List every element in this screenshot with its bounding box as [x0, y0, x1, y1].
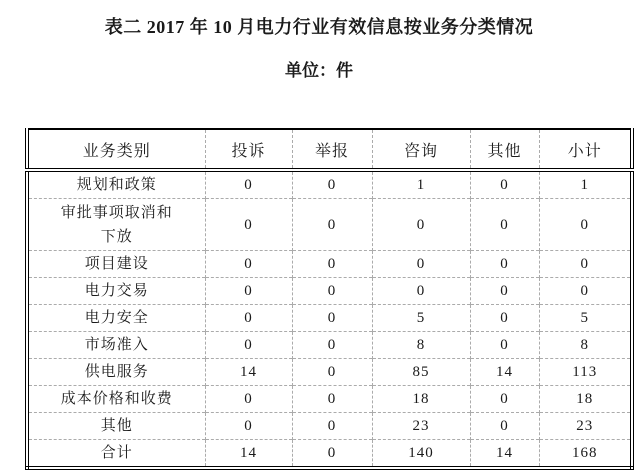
- column-header-consultations: 咨询: [372, 129, 470, 170]
- category-cell: 项目建设: [27, 251, 205, 278]
- value-cell: 168: [539, 440, 632, 469]
- value-cell: 0: [205, 170, 292, 199]
- value-cell: 18: [539, 386, 632, 413]
- column-header-complaints: 投诉: [205, 129, 292, 170]
- value-cell: 0: [470, 332, 539, 359]
- value-cell: 14: [205, 359, 292, 386]
- column-header-subtotal: 小计: [539, 129, 632, 170]
- table-row: [27, 359, 632, 386]
- value-cell: 0: [470, 386, 539, 413]
- table-row: [27, 413, 632, 440]
- column-header-other: 其他: [470, 129, 539, 170]
- category-cell: 电力安全: [27, 305, 205, 332]
- value-cell: 0: [205, 199, 292, 251]
- value-cell: 0: [372, 251, 470, 278]
- value-cell: 113: [539, 359, 632, 386]
- value-cell: 0: [292, 386, 372, 413]
- value-cell: 8: [539, 332, 632, 359]
- category-cell: 规划和政策: [76, 177, 157, 193]
- value-cell: 0: [292, 413, 372, 440]
- value-cell: 5: [539, 305, 632, 332]
- table-row: [27, 305, 632, 332]
- table-row: [27, 251, 632, 278]
- value-cell: 0: [470, 305, 539, 332]
- value-cell: 0: [470, 278, 539, 305]
- value-cell: 0: [205, 413, 292, 440]
- category-cell: 电力交易: [27, 278, 205, 305]
- value-cell: 14: [470, 440, 539, 469]
- value-cell: 0: [292, 305, 372, 332]
- value-cell: 0: [205, 332, 292, 359]
- value-cell: 0: [372, 278, 470, 305]
- value-cell: 0: [292, 359, 372, 386]
- value-cell: 0: [205, 278, 292, 305]
- value-cell: 1: [372, 170, 470, 199]
- value-cell: 1: [539, 170, 632, 199]
- value-cell: 0: [292, 170, 372, 199]
- table-row: [27, 199, 632, 251]
- category-cell: 成本价格和收费: [27, 386, 205, 413]
- value-cell: 85: [372, 359, 470, 386]
- value-cell: 0: [292, 440, 372, 469]
- value-cell: 0: [539, 251, 632, 278]
- value-cell: 14: [205, 440, 292, 469]
- category-cell: 供电服务: [27, 359, 205, 386]
- value-cell: 0: [292, 251, 372, 278]
- column-header-category: 业务类别: [27, 129, 205, 170]
- table-row: [27, 170, 632, 199]
- value-cell: 0: [205, 305, 292, 332]
- value-cell: 0: [539, 278, 632, 305]
- value-cell: 14: [470, 359, 539, 386]
- category-cell: 其他: [27, 413, 205, 440]
- value-cell: 18: [372, 386, 470, 413]
- value-cell: 0: [372, 199, 470, 251]
- category-cell: 审批事项取消和下放: [27, 199, 205, 251]
- category-cell: 合计: [27, 440, 205, 469]
- table-row: [27, 278, 632, 305]
- value-cell: 0: [205, 386, 292, 413]
- table-row: [27, 386, 632, 413]
- value-cell: 0: [470, 413, 539, 440]
- value-cell: 5: [372, 305, 470, 332]
- value-cell: 0: [470, 199, 539, 251]
- table-container: [25, 128, 630, 470]
- business-category-table: [25, 128, 634, 470]
- header-row: [27, 129, 632, 170]
- value-cell: 0: [292, 332, 372, 359]
- value-cell: 8: [372, 332, 470, 359]
- value-cell: 0: [470, 170, 539, 199]
- page-title: 表二 2017 年 10 月电力行业有效信息按业务分类情况: [104, 17, 534, 37]
- category-cell: 市场准入: [27, 332, 205, 359]
- value-cell: 23: [372, 413, 470, 440]
- total-row: [27, 440, 632, 469]
- value-cell: 0: [539, 199, 632, 251]
- value-cell: 0: [292, 199, 372, 251]
- value-cell: 0: [292, 278, 372, 305]
- unit-label: 单位：件: [285, 61, 353, 80]
- column-header-reports: 举报: [292, 129, 372, 170]
- value-cell: 0: [205, 251, 292, 278]
- value-cell: 140: [372, 440, 470, 469]
- value-cell: 23: [539, 413, 632, 440]
- document-page: [0, 15, 638, 470]
- table-row: [27, 332, 632, 359]
- value-cell: 0: [470, 251, 539, 278]
